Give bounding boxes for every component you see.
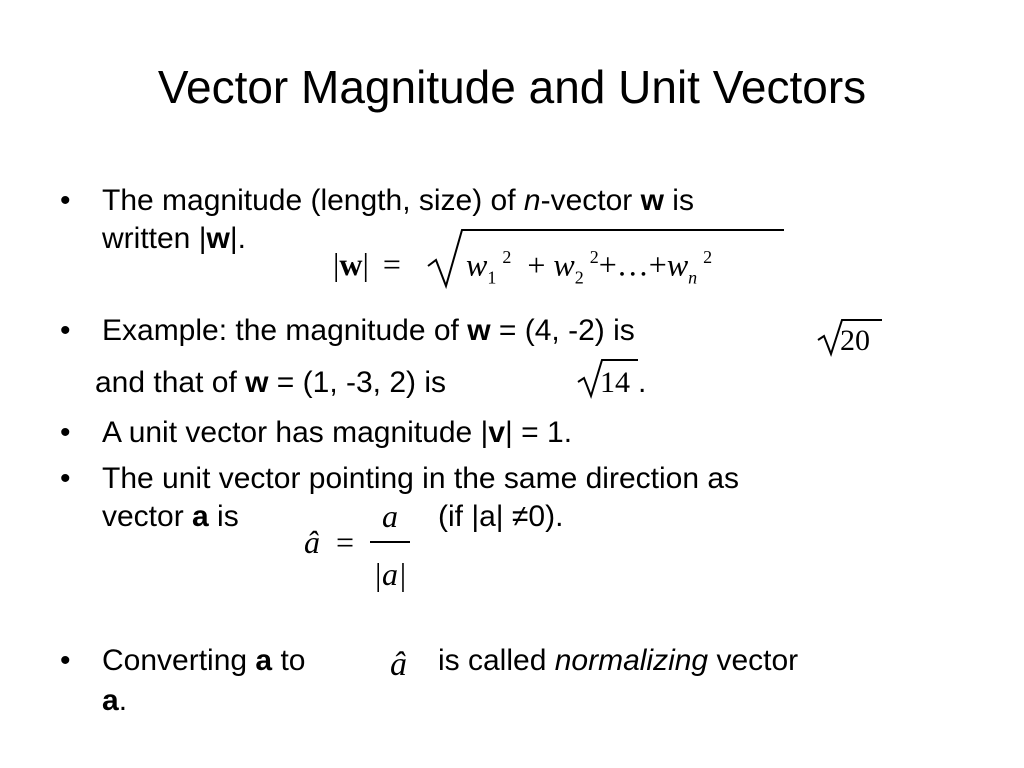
bullet-5-line-1-cont xyxy=(438,644,798,678)
w-term: w xyxy=(666,246,689,283)
text-run: is xyxy=(663,184,694,217)
fraction-numerator: a xyxy=(382,498,398,534)
equals-sign: = xyxy=(336,524,355,560)
text-run: | = 1. xyxy=(505,416,573,449)
bullet-marker: • xyxy=(60,462,71,495)
bold-w: w xyxy=(640,184,664,217)
fraction-bar xyxy=(370,541,410,543)
nonzero-condition: (if |a| ≠0). xyxy=(438,500,564,533)
subscript: 2 xyxy=(574,267,584,288)
abs-bar: | xyxy=(362,246,369,282)
text-run: Converting xyxy=(102,644,256,677)
italic-n: n xyxy=(523,184,541,217)
bold-a: a xyxy=(102,684,119,717)
bullet-5-line-2 xyxy=(102,684,127,718)
text-run: and that of xyxy=(95,366,246,399)
italic-normalizing: normalizing xyxy=(554,644,709,677)
text-run: is called xyxy=(438,644,555,677)
bullet-1-line-1 xyxy=(102,184,694,218)
subscript: n xyxy=(688,267,698,288)
slide-title: Vector Magnitude and Unit Vectors xyxy=(157,61,867,113)
bullet-3 xyxy=(102,416,572,450)
ellipsis-plus: +…+ xyxy=(598,246,667,283)
text-run: = (4, -2) is xyxy=(490,314,635,347)
text-run: -vector xyxy=(540,184,641,217)
bullet-4-line-2 xyxy=(102,500,239,534)
plus-sign: + xyxy=(527,246,546,283)
text-run: to xyxy=(272,644,306,677)
bold-v: v xyxy=(488,416,506,449)
text-run: |. xyxy=(229,222,246,255)
bold-a: a xyxy=(255,644,273,677)
text-run: . xyxy=(118,684,128,717)
superscript: 2 xyxy=(589,247,599,267)
text-run: is xyxy=(208,500,239,533)
bold-w: w xyxy=(245,366,269,399)
superscript: 2 xyxy=(502,247,512,267)
bullet-5-line-1 xyxy=(102,644,305,678)
text-run: written | xyxy=(102,222,207,255)
sqrt-value-14: 14 xyxy=(600,366,630,399)
bold-w: w xyxy=(206,222,230,255)
magnitude-formula-rhs xyxy=(466,248,712,287)
text-run: Example: the magnitude of xyxy=(102,314,468,347)
bullet-4-line-1: The unit vector pointing in the same direction as xyxy=(102,462,740,495)
bullet-1-line-2 xyxy=(102,222,246,256)
bullet-marker: • xyxy=(60,184,71,217)
w-term: w xyxy=(553,246,575,283)
vector-w: w xyxy=(339,246,363,282)
a-hat: â xyxy=(304,524,320,560)
bullet-marker: • xyxy=(60,416,71,449)
sentence-period: . xyxy=(638,366,647,399)
text-run: vector xyxy=(102,500,193,533)
sqrt-value-20: 20 xyxy=(840,324,870,357)
magnitude-formula-lhs xyxy=(333,248,401,280)
superscript: 2 xyxy=(703,247,713,267)
abs-bar: | xyxy=(333,246,340,282)
subscript: 1 xyxy=(487,267,497,288)
bold-a: a xyxy=(192,500,209,533)
bold-w: w xyxy=(467,314,491,347)
bullet-2-line-2 xyxy=(95,366,446,400)
text-run: A unit vector has magnitude | xyxy=(102,416,489,449)
bullet-marker: • xyxy=(60,314,71,347)
bullet-2-line-1 xyxy=(102,314,635,348)
bullet-marker: • xyxy=(60,644,71,677)
a-hat: â xyxy=(390,646,407,683)
w-term: w xyxy=(466,246,488,283)
fraction-denominator: |a| xyxy=(373,556,407,592)
equals-sign: = xyxy=(382,246,401,282)
text-run: = (1, -3, 2) is xyxy=(268,366,447,399)
text-run: vector xyxy=(708,644,799,677)
text-run: The magnitude (length, size) of xyxy=(102,184,524,217)
